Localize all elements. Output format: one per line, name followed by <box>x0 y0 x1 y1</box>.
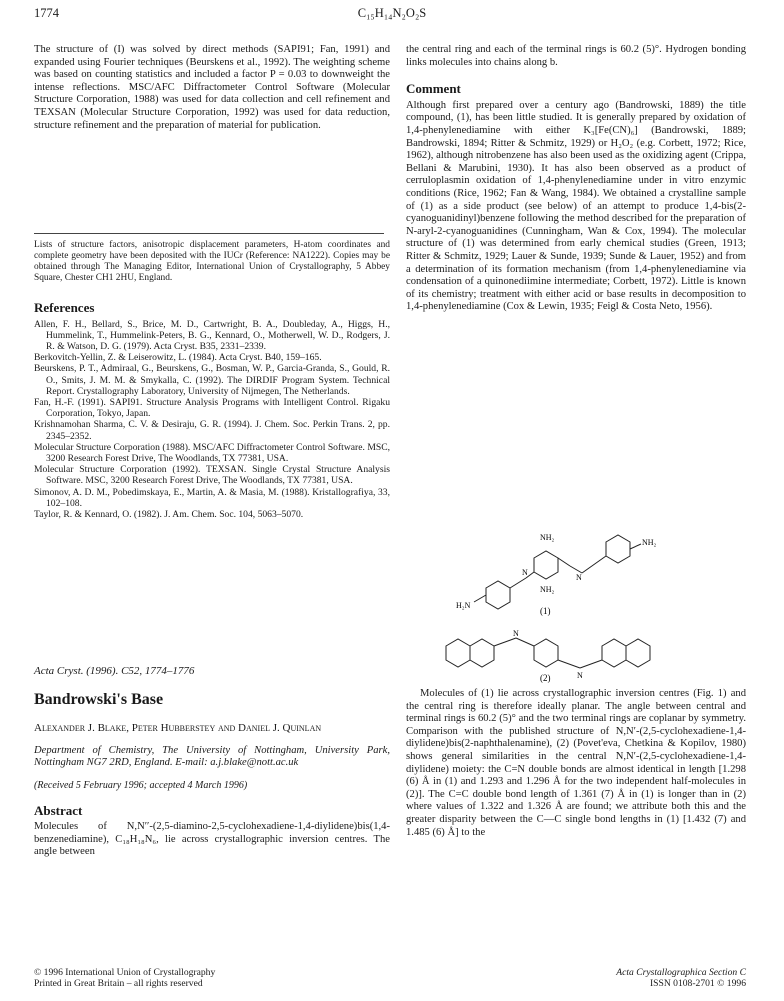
abstract-continued: the central ring and each of the terminal rings is 60.2 (5)°. Hydrogen bonding links molecules into chains along b. <box>406 44 746 68</box>
reference-item: Molecular Structure Corporation (1988). MSC/AFC Diffractometer Control Software. MSC, 3200 Research Forest Drive, The Woodlands, TX 77381, USA. <box>34 441 390 465</box>
compound-label-2: (2) <box>540 673 551 683</box>
article-citation: Acta Cryst. (1996). C52, 1774–1776 <box>34 665 195 677</box>
copyright: © 1996 International Union of Crystallography <box>34 967 216 978</box>
article-title: Bandrowski's Base <box>34 690 164 708</box>
reference-item: Berkovitch-Yellin, Z. & Leiserowitz, L. (1984). Acta Cryst. B40, 159–165. <box>34 352 322 364</box>
n-label: N <box>577 671 583 680</box>
h2n-label: H₂N <box>456 601 471 610</box>
deposit-note: Lists of structure factors, anisotropic displacement parameters, H-atom coordinates and complete geometry have been deposited with the IUCr (Reference: NA1222). Copies may be obtained through The Managing Editor, International Union of Crystallography, 5 Abbey Square, Chester CH1 2HU, England. <box>34 240 390 283</box>
methods-paragraph: The structure of (I) was solved by direct methods (SAPI91; Fan, 1991) and expanded using Fourier techniques (Beurskens et al., 1992). The weighting scheme was based on counting statistics and included a factor P = 0.03 to downweight the intense reflections. MSC/AFC Diffractometer Control Software (Molecular Structure Corporation, 1988) was used for data collection and cell refinement and TEXSAN (Molecular Structure Corporation, 1992) was used for data reduction, structure refinement and the preparation of material for publication. <box>34 44 390 131</box>
printed-note: Printed in Great Britain – all rights reserved <box>34 978 203 990</box>
received-dates: (Received 5 February 1996; accepted 4 March 1996) <box>34 779 248 791</box>
left-intro-paragraph <box>34 44 390 132</box>
discussion-paragraph: Molecules of (1) lie across crystallographic inversion centres (Fig. 1) and the central ring is therefore ideally planar. The angle between central and terminal rings is 60.2 (5)° and the two terminal rings are coplanar by symmetry. Comparison with the published structure of N,N′-(2,5-cyclohexadiene-1,4-diylidene)bis(2-naphthalenamine), (2) (Povet'eva, Chetkina & Kopilov, 1980) shows general similarities in the central N,N′-(2,5-cyclohexadiene-1,4-diylidene) moiety: the C=N double bonds are almost identical in length [1.298 (6) Å in (1) and 1.293 and 1.296 Å for the two independent half-molecules in (2)]. The C=C double bond length of 1.361 (7) Å in (1) is longer than in (2) where values of 1.322 and 1.326 Å are found; we attribute both this and the greater disparity between the C—C single bond lengths in (1) [1.432 (7) and 1.485 (6) Å] to the <box>406 688 746 838</box>
nh2-label-bottom: NH₂ <box>540 585 555 594</box>
abstract-heading: Abstract <box>34 802 83 818</box>
chemical-scheme <box>406 528 746 683</box>
article-affiliation: Department of Chemistry, The University of Nottingham, University Park, Nottingham NG7 2RD, England. E-mail: a.j.blake@nott.ac.uk <box>34 744 390 769</box>
n-label: N <box>522 568 528 577</box>
references-section <box>34 302 390 520</box>
comment-heading: Comment <box>406 81 461 97</box>
abstract-text: Molecules of N,N′′-(2,5-diamino-2,5-cyclohexadiene-1,4-diylidene)bis(1,4-benzenediamine), C₁₈H₁₈N₆, lie across crystallographic inversion centres. The angle between <box>34 821 390 858</box>
n-label: N <box>513 629 519 638</box>
divider <box>34 233 384 234</box>
nh2-label-right: NH₂ <box>642 538 657 547</box>
compound-label-1: (1) <box>540 606 551 616</box>
article-block <box>34 665 390 859</box>
issn: ISSN 0108-2701 © 1996 <box>649 978 746 990</box>
page-number: 1774 <box>34 6 59 20</box>
reference-item: Taylor, R. & Kennard, O. (1982). J. Am. Chem. Soc. 104, 5063–5070. <box>34 509 304 521</box>
reference-item: Simonov, A. D. M., Pobedimskaya, E., Martin, A. & Masia, M. (1988). Kristallografiya, 33, 102–108. <box>34 486 390 509</box>
reference-item: Beurskens, P. T., Admiraal, G., Beurskens, G., Bosman, W. P., Garcia-Granda, S., Gould, R. O., Smits, J. M. M. & Smykalla, C. (1992). The DIRDIF Program System. Technical Report. Crystallography Laboratory, University of Nijmegen, The Netherlands. <box>34 363 390 397</box>
footer-left <box>34 967 215 990</box>
n-label: N <box>576 573 582 582</box>
comment-text: Although first prepared over a century ago (Bandrowski, 1889) the title compound, (1), has been little studied. It is generally prepared by oxidation of 1,4-phenylenediamine with either K₃[Fe(CN)₆] (Bandrowski, 1889; Bandrowski, 1894; Ritter & Schmitz, 1929) or H₂O₂ (e.g. Corbett, 1972; Rice, 1962), although nitrobenzene has also been used as the oxidizing agent (Crippa, Bellani & Marubini, 1930). It has also been observed as a product of cerruloplasmin oxidation of 1,4-phenylenediamine under in vitro enzymic conditions (Rice, 1962; Fan & Wang, 1984). We obtained a crystalline sample of (1) as a side product (see below) of an attempt to produce 1,4-bis(2-cyanoguanidinyl)benzene following the method described for the preparation of N-aryl-2-cyanoguanidines (Cunningham, Wan & Cox, 1994). The molecular structure of (1) was determined from early chemical studies (Green, 1913; Ritter & Schmitz, 1929; Lauer & Sunde, 1939; Sunde & Lauer, 1952) and from a determination of its formation mechanism (from 1,4-phenylenediamine via condensation of a quinonediimine intermediate; Corbett, 1972). Little is known of its chemistry; treatment with either acid or base results in decomposition to 1,4-phenylenediamine (Cox & Lewin, 1935; Feigl & Costa Neto, 1956). <box>406 99 746 313</box>
reference-item: Allen, F. H., Bellard, S., Brice, M. D., Cartwright, B. A., Doubleday, A., Higgs, H., Hummelink, T., Hummelink-Peters, B. G., Kennard, O., Motherwell, W. D., Rodgers, J. R. & Watson, D. G. (1979). Acta Cryst. B35, 2331–2339. <box>34 318 390 352</box>
reference-item: Krishnamohan Sharma, C. V. & Desiraju, G. R. (1994). J. Chem. Soc. Perkin Trans. 2, pp. 2345–2352. <box>34 419 390 442</box>
nh2-label-top: NH₂ <box>540 533 555 542</box>
journal-name: Acta Crystallographica Section C <box>616 967 746 978</box>
reference-item: Molecular Structure Corporation (1992). TEXSAN. Single Crystal Structure Analysis Software. MSC, 3200 Research Forest Drive, The Woodlands, TX 77381, USA. <box>34 464 390 487</box>
reference-item: Fan, H.-F. (1991). SAPI91. Structure Analysis Programs with Intelligent Control. Rigaku Corporation, Tokyo, Japan. <box>34 397 390 420</box>
page-header <box>34 6 750 26</box>
article-authors: Alexander J. Blake, Peter Hubberstey and Daniel J. Quinlan <box>34 722 322 735</box>
reference-list <box>34 319 390 521</box>
right-top-block <box>406 44 746 314</box>
running-title-formula: C₁₅H₁₄N₂O₂S <box>357 6 427 20</box>
references-heading: References <box>34 300 95 315</box>
footer-right <box>616 967 746 990</box>
